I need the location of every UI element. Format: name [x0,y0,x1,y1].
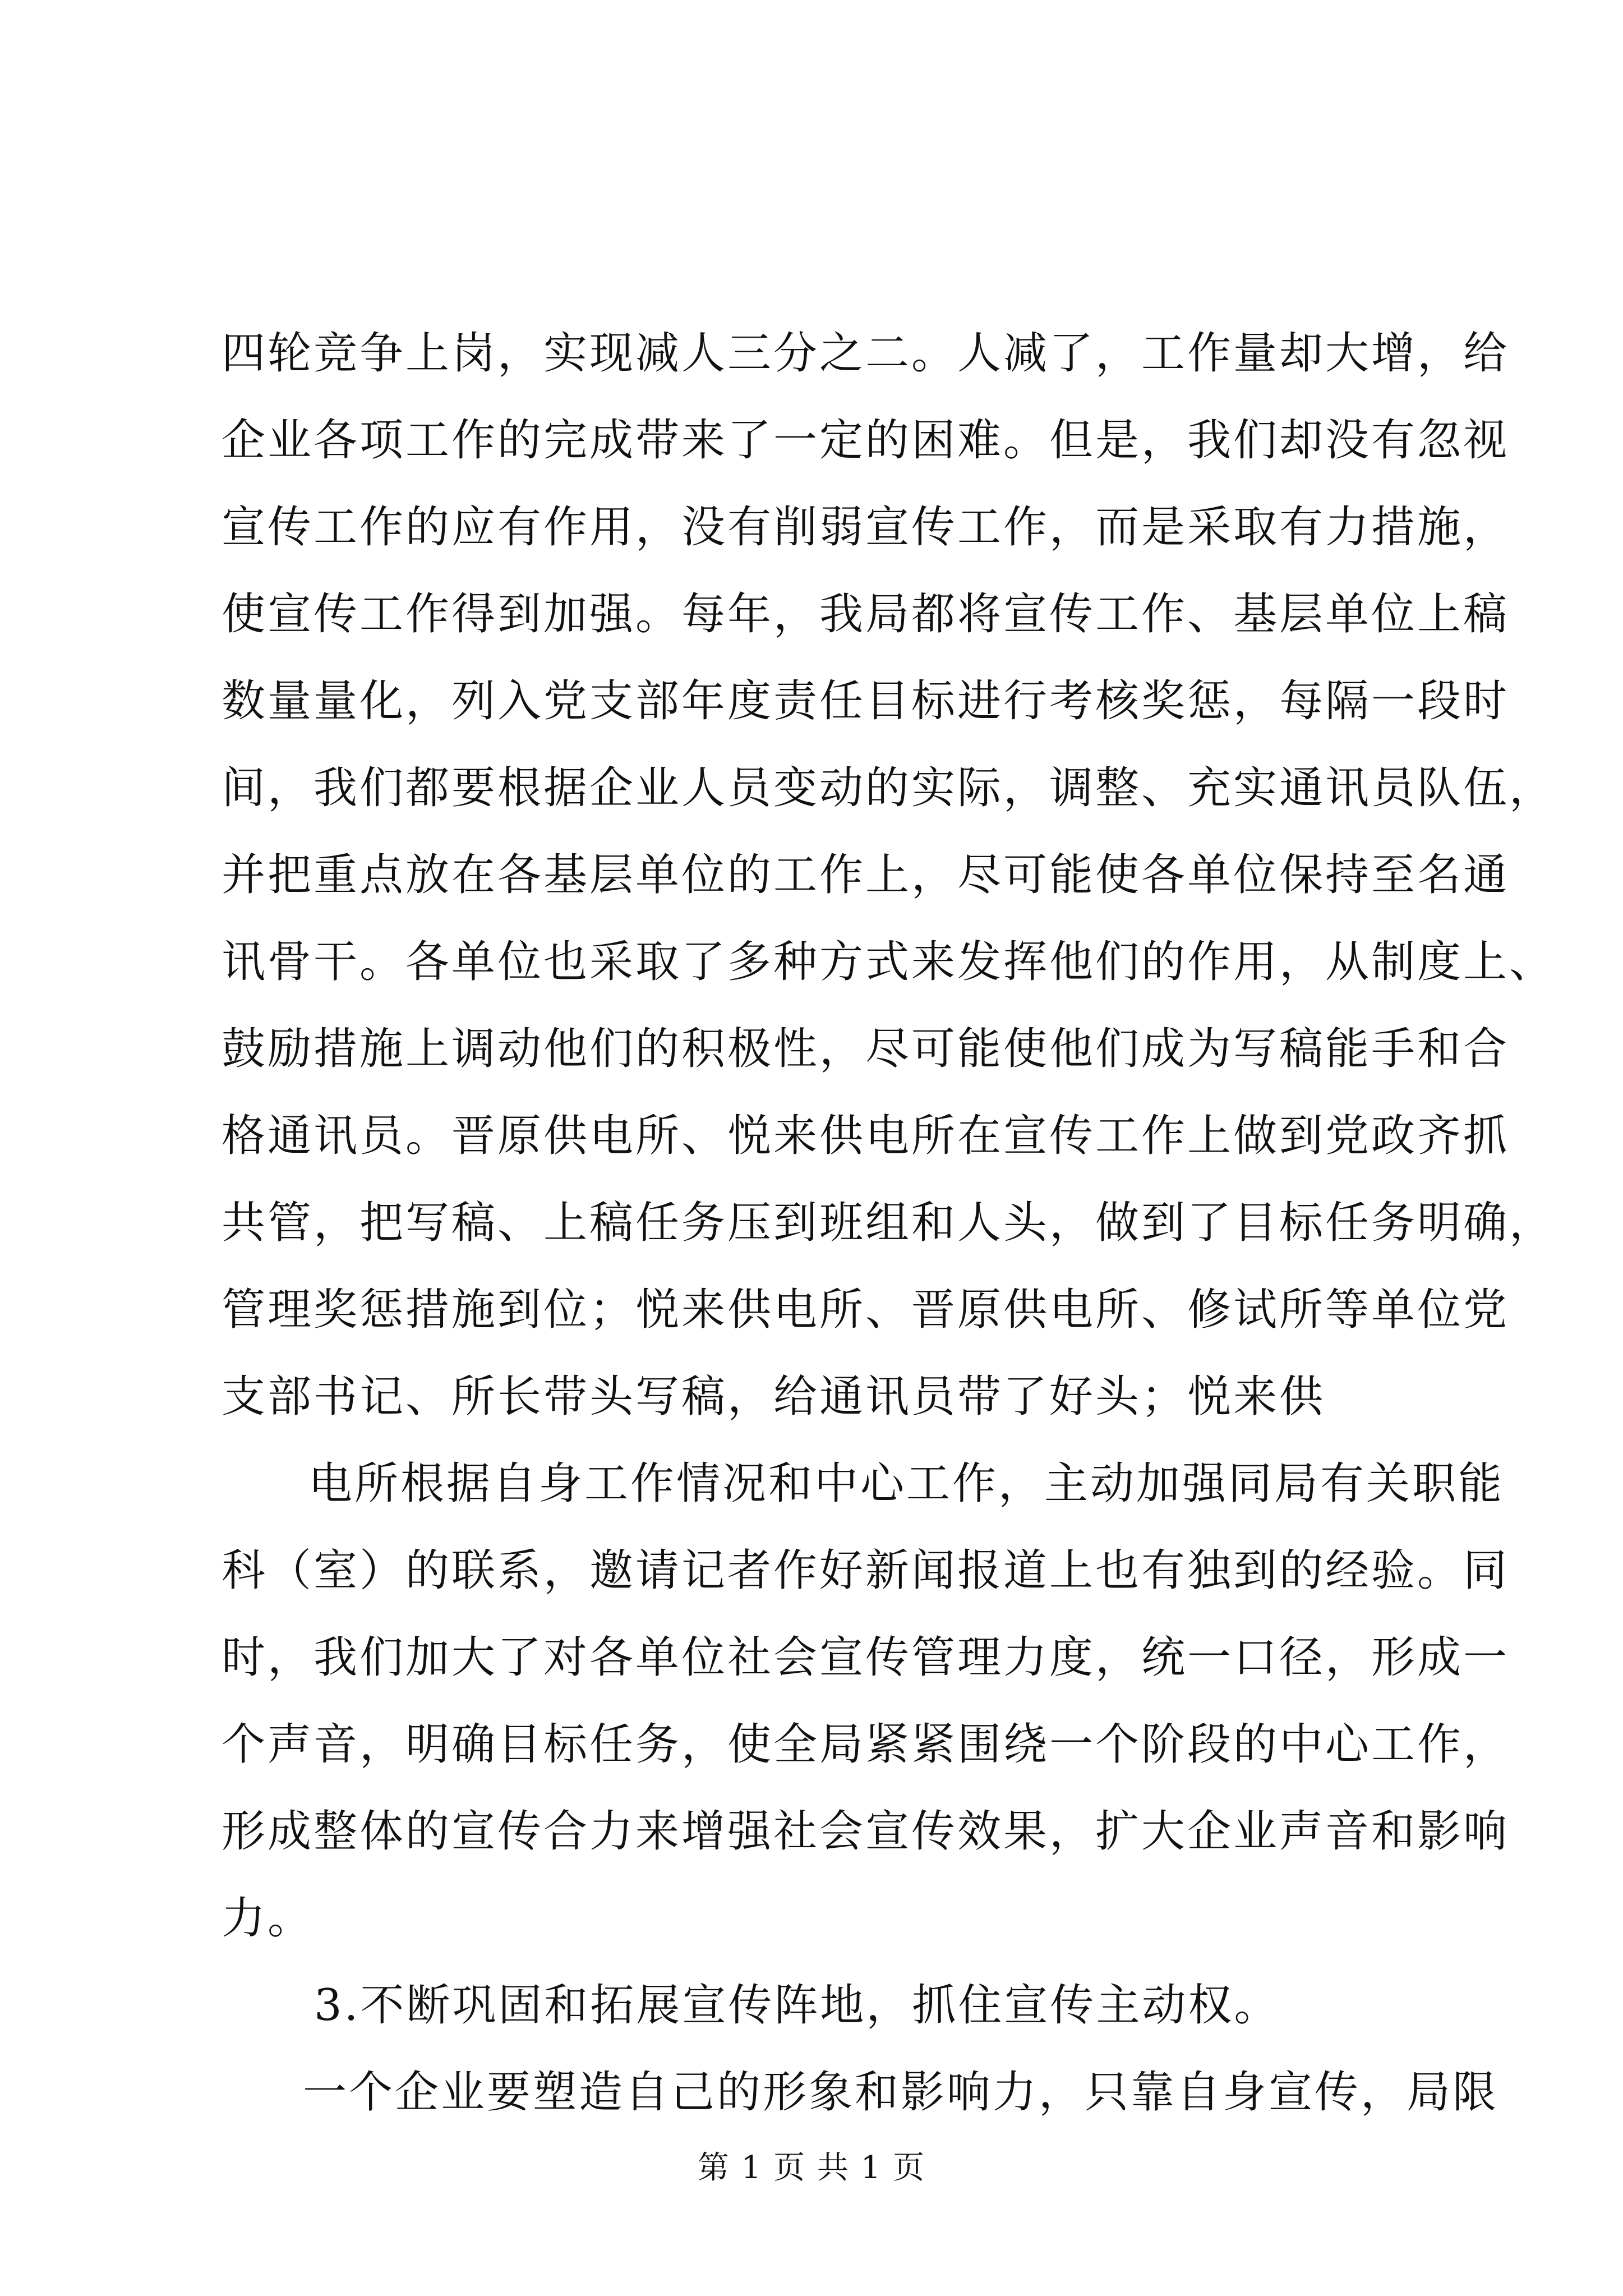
text-line: 企业各项工作的完成带来了一定的困难。但是，我们却没有忽视 [222,415,1510,466]
text-line: 四轮竞争上岗，实现减人三分之二。人减了，工作量却大增，给 [222,328,1510,379]
text-line: 管理奖惩措施到位；悦来供电所、晋原供电所、修试所等单位党 [222,1285,1510,1335]
text-line: 个声音，明确目标任务，使全局紧紧围绕一个阶段的中心工作， [222,1719,1510,1770]
text-line: 科（室）的联系，邀请记者作好新闻报道上也有独到的经验。同 [222,1545,1510,1596]
text-line: 形成整体的宣传合力来增强社会宣传效果，扩大企业声音和影响 [222,1806,1510,1857]
text-line: 鼓励措施上调动他们的积极性，尽可能使他们成为写稿能手和合 [222,1024,1510,1074]
text-line: 宣传工作的应有作用，没有削弱宣传工作，而是采取有力措施， [222,502,1510,553]
text-line: 数量量化，列入党支部年度责任目标进行考核奖惩，每隔一段时 [222,676,1510,726]
text-line: 支部书记、所长带头写稿，给通讯员带了好头；悦来供 [222,1372,1326,1422]
text-line: 电所根据自身工作情况和中心工作，主动加强同局有关职能 [308,1458,1505,1509]
text-line: 格通讯员。晋原供电所、悦来供电所在宣传工作上做到党政齐抓 [222,1111,1510,1161]
text-line: 一个企业要塑造自己的形象和影响力，只靠自身宣传，局限 [303,2067,1499,2118]
text-line: 并把重点放在各基层单位的工作上，尽可能使各单位保持至名通 [222,850,1510,900]
text-line: 讯骨干。各单位也采取了多种方式来发挥他们的作用，从制度上、 [222,937,1556,987]
text-line: 力。 [222,1893,314,1944]
text-line: 间，我们都要根据企业人员变动的实际，调整、充实通讯员队伍， [222,763,1556,813]
section-heading: 3.不断巩固和拓展宣传阵地，抓住宣传主动权。 [314,1980,1280,2031]
text-line: 时，我们加大了对各单位社会宣传管理力度，统一口径，形成一 [222,1632,1510,1683]
page-footer: 第 1 页 共 1 页 [697,2150,926,2186]
text-line: 共管，把写稿、上稿任务压到班组和人头，做到了目标任务明确， [222,1198,1556,1248]
text-line: 使宣传工作得到加强。每年，我局都将宣传工作、基层单位上稿 [222,589,1510,639]
